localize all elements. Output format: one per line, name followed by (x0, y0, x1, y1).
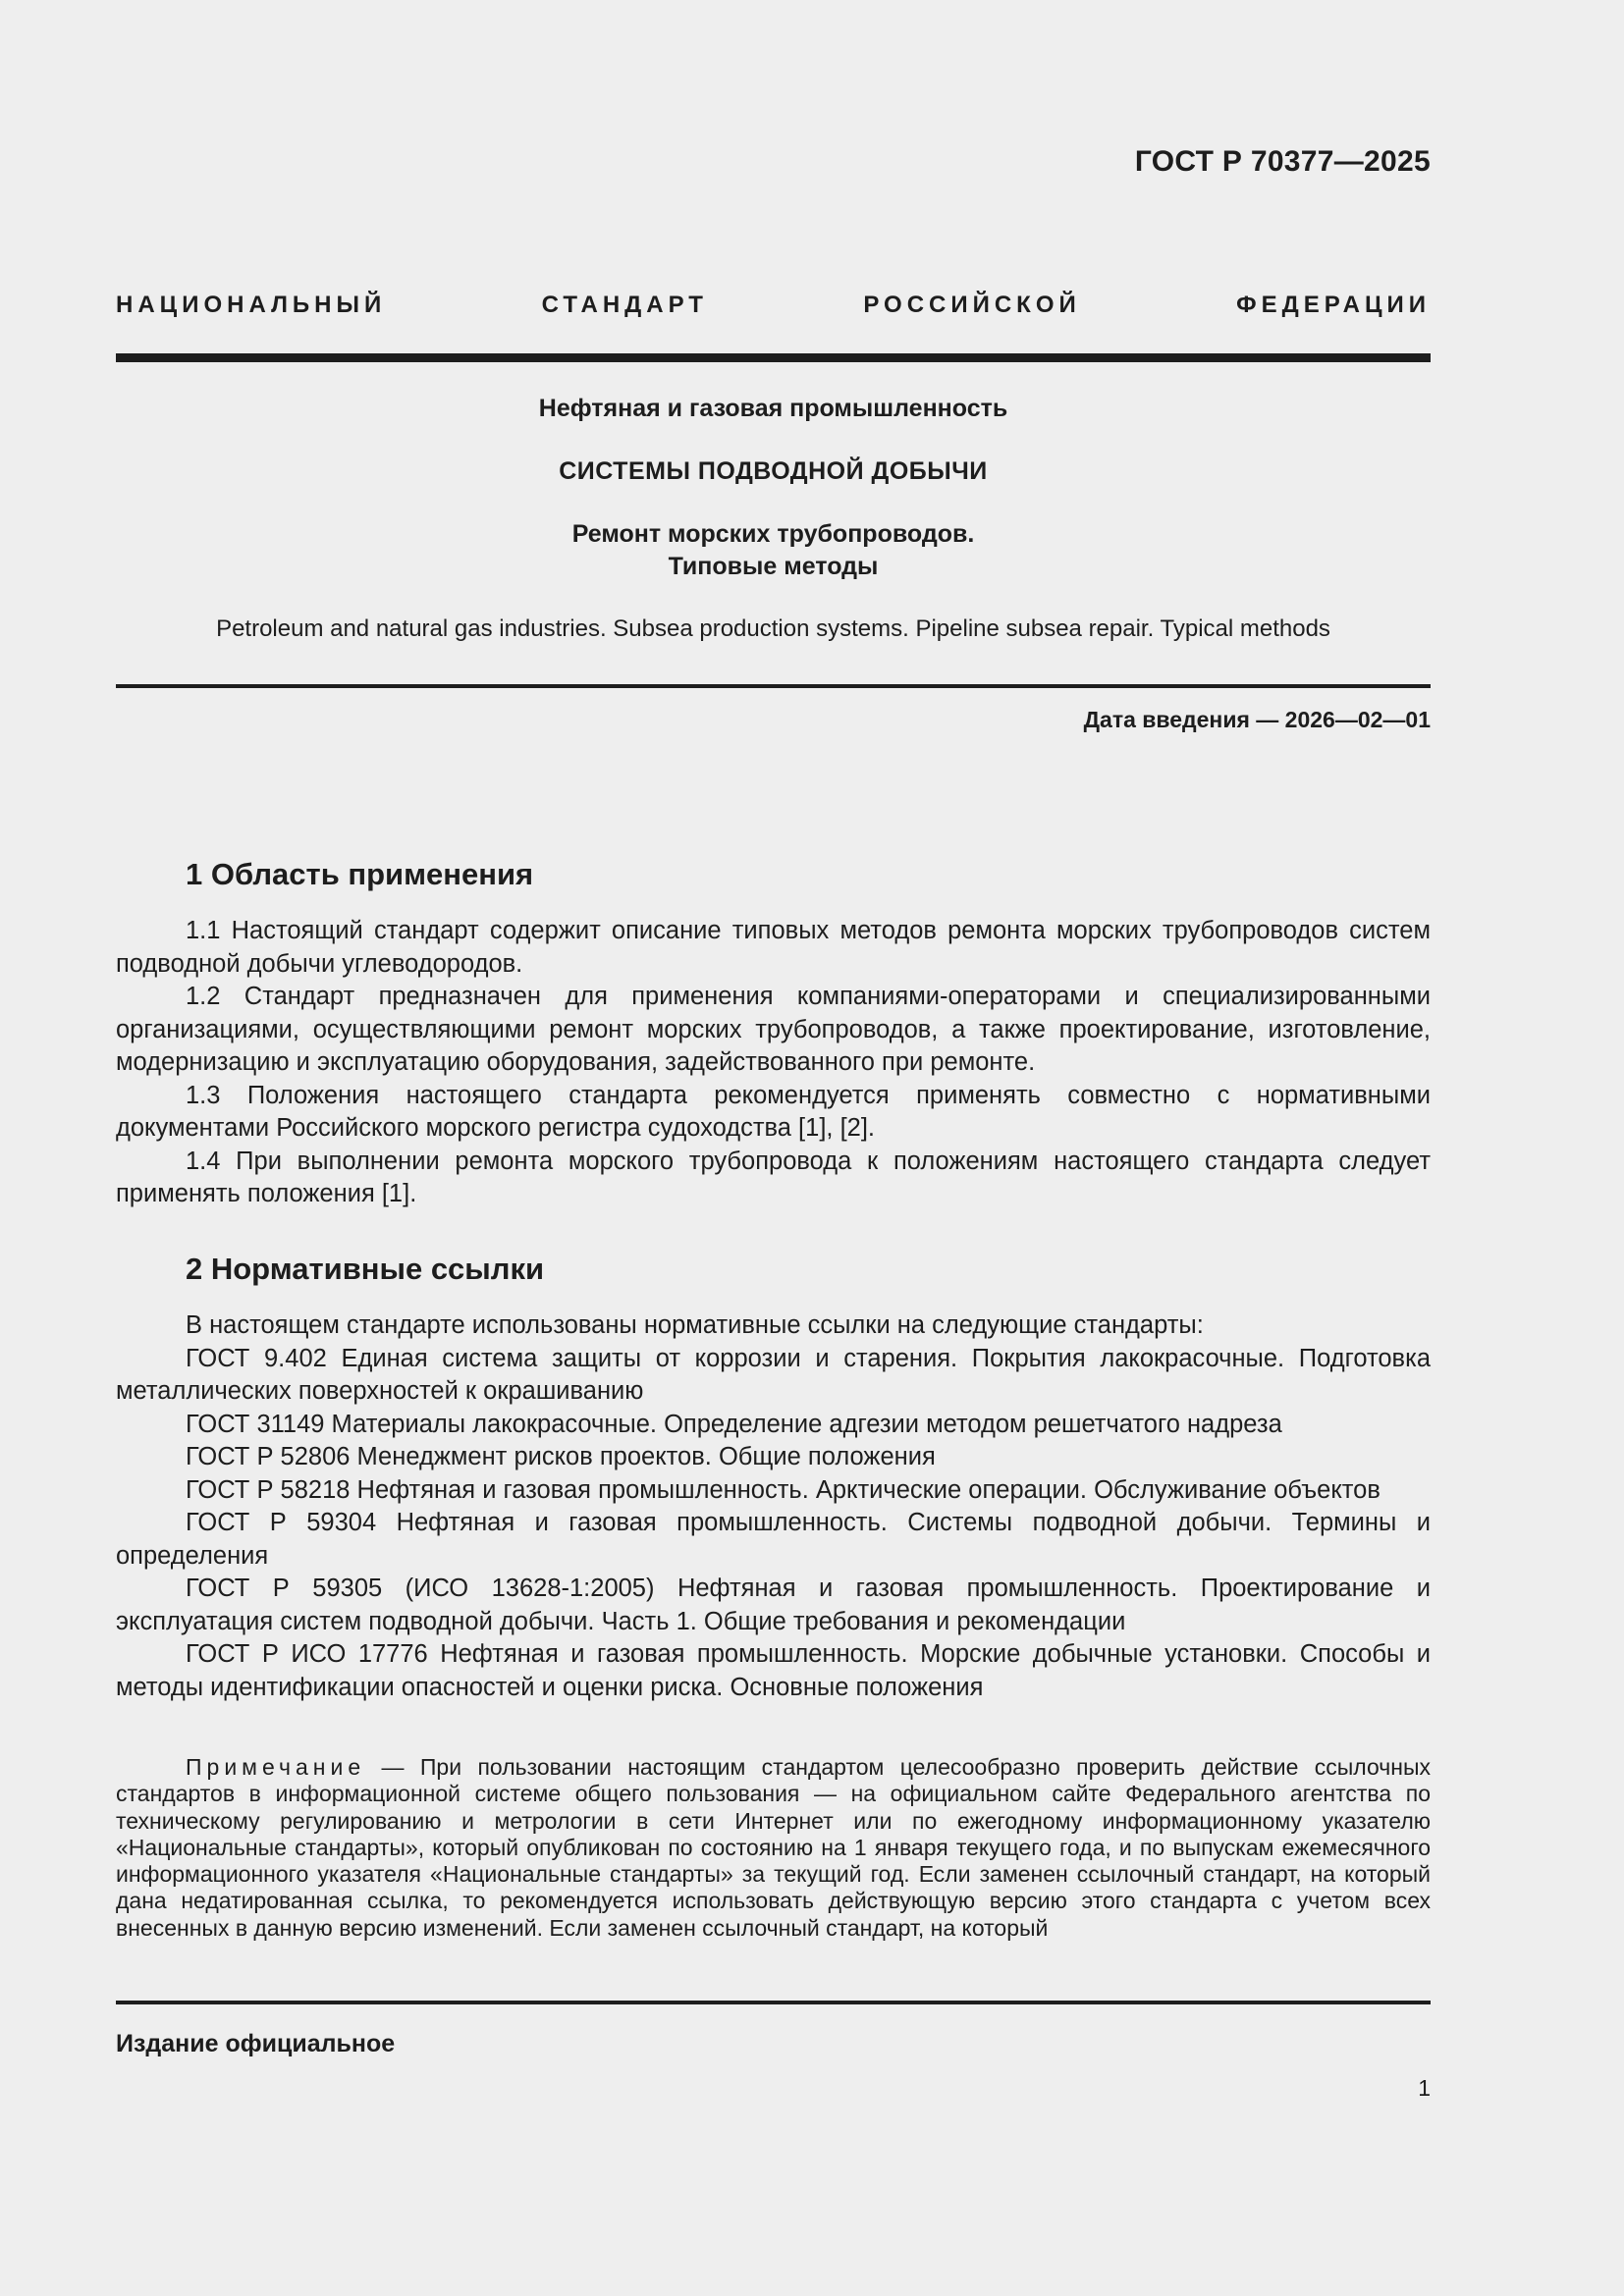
paragraph: 1.3 Положения настоящего стандарта рекомендуется применять совместно с нормативными документами Российского морского регистра судоходства [1], [2]. (116, 1081, 1431, 1142)
title-divider (116, 684, 1431, 688)
reference-item: ГОСТ 31149 Материалы лакокрасочные. Определение адгезии методом решетчатого надреза (186, 1410, 1282, 1438)
introduction-date: Дата введения — 2026—02—01 (1083, 707, 1431, 732)
note-label: Примечание (186, 1754, 366, 1780)
industry-title: Нефтяная и газовая промышленность (538, 395, 1008, 422)
paragraph: 1.1 Настоящий стандарт содержит описание типовых методов ремонта морских трубопроводов систем подводной добычи углеводородов. (116, 917, 1431, 978)
reference-item: ГОСТ Р 58218 Нефтяная и газовая промышленность. Арктические операции. Обслуживание объектов (186, 1475, 1380, 1504)
section-1-body (116, 915, 1431, 1211)
paragraph: В настоящем стандарте использованы нормативные ссылки на следующие стандарты: (186, 1311, 1204, 1339)
official-edition-label: Издание официальное (116, 2030, 396, 2057)
page-number: 1 (1418, 2075, 1431, 2101)
reference-item: ГОСТ Р 59305 (ИСО 13628-1:2005) Нефтяная и газовая промышленность. Проектирование и эксплуатация систем подводной добычи. Часть 1. Общие требования и рекомендации (116, 1575, 1431, 1635)
section-2-body (116, 1309, 1431, 1704)
paragraph: 1.4 При выполнении ремонта морского трубопровода к положениям настоящего стандарта следует применять положения [1]. (116, 1147, 1431, 1207)
note-block (116, 1754, 1431, 1942)
subtitle-line-1: Ремонт морских трубопроводов. (571, 520, 975, 548)
header-divider (116, 353, 1431, 362)
paragraph: 1.2 Стандарт предназначен для применения компаниями-операторами и специализированными организациями, осуществляющими ремонт морских трубопроводов, а также проектирование, изготовление, модернизацию и эксплуатацию оборудования, задействованного при ремонте. (116, 983, 1431, 1076)
footer-divider (116, 2001, 1431, 2004)
reference-item: ГОСТ 9.402 Единая система защиты от коррозии и старения. Покрытия лакокрасочные. Подготовка металлических поверхностей к окрашиванию (116, 1344, 1431, 1405)
reference-item: ГОСТ Р 59304 Нефтяная и газовая промышленность. Системы подводной добычи. Термины и определения (116, 1509, 1431, 1570)
section-2-heading: 2 Нормативные ссылки (186, 1252, 545, 1286)
note-text: — При пользовании настоящим стандартом целесообразно проверить действие ссылочных стандартов в информационной системе общего пользования — на официальном сайте Федерального агентства по техническому регулированию и метрологии в сети Интернет или по ежегодному информационному указателю «Национальные стандарты», который опубликован по состоянию на 1 января текущего года, и по выпускам ежемесячного информационного указателя «Национальные стандарты» за текущий год. Если заменен ссылочный стандарт, на который дана недатированная ссылка, то рекомендуется использовать действующую версию этого стандарта с учетом всех внесенных в данную версию изменений. Если заменен ссылочный стандарт, на который (116, 1754, 1431, 1941)
reference-item: ГОСТ Р 52806 Менеджмент рисков проектов. Общие положения (186, 1443, 936, 1470)
english-title: Petroleum and natural gas industries. Subsea production systems. Pipeline subsea repair. Typical methods (216, 615, 1330, 642)
subtitle-line-2: Типовые методы (668, 553, 879, 580)
section-1-heading: 1 Область применения (186, 857, 534, 891)
document-number: ГОСТ Р 70377—2025 (1134, 145, 1431, 178)
system-title: СИСТЕМЫ ПОДВОДНОЙ ДОБЫЧИ (559, 457, 988, 485)
reference-item: ГОСТ Р ИСО 17776 Нефтяная и газовая промышленность. Морские добычные установки. Способы и методы идентификации опасностей и оценки риска. Основные положения (116, 1640, 1431, 1701)
national-standard-title: НАЦИОНАЛЬНЫЙ СТАНДАРТ РОССИЙСКОЙ ФЕДЕРАЦИИ (116, 292, 1431, 318)
